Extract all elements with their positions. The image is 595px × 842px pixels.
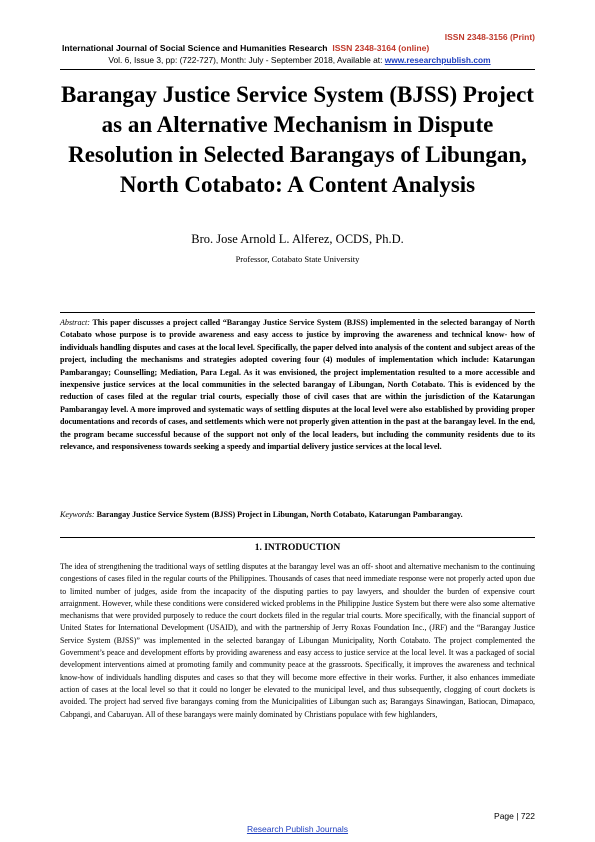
volume-info: Vol. 6, Issue 3, pp: (722-727), Month: July - September 2018, Available at:	[108, 55, 383, 65]
paper-title: Barangay Justice Service System (BJSS) Project as an Alternative Mechanism in Dispute Resolution in Selected Barangays of Libungan, North Cotabato: A Content Analysis	[61, 82, 534, 197]
header-divider	[60, 69, 535, 70]
volume-line	[62, 55, 537, 65]
website-link[interactable]: www.researchpublish.com	[384, 55, 491, 65]
section-heading: 1. INTRODUCTION	[254, 543, 341, 553]
abstract-label: Abstract:	[60, 318, 90, 327]
abstract	[60, 317, 535, 453]
author-name: Bro. Jose Arnold L. Alferez, OCDS, Ph.D.	[191, 232, 404, 246]
journal-name: International Journal of Social Science and Humanities Research	[62, 43, 328, 53]
abstract-text: This paper discusses a project called “Barangay Justice Service System (BJSS) implemented in the selected barangay of North Cotabato whose purpose is to provide awareness and easy access to justice by improving the awareness and technical know- how of individuals handling disputes and cases at the local level. Specifically, the paper delved into analysis of the content and subject areas of the project, including the mechanisms and strategies adopted covering four (4) modules of implementation which include: Katarungan Pambarangay; Counselling; Mediation, Para Legal. As it was envisioned, the project implementation resulted to a more accessible and inexpensive justice services at the local communities in the selected barangay of Libungan, North Cotabato. This is evidenced by the reduction of cases filed at the regular trial courts, especially those of civil cases that are within the jurisdiction of the Katarungan Pambarangay level. A more improved and systematic ways of settling disputes at the local level were also established by providing proper documentations and records of cases, and settlements which were not properly given attention in the past at the barangay level. In the end, the program became successful because of the support not only of the local leaders, but including the community residents due to its relevance, and responsiveness towards seeking a speedy and impartial delivery justice services at the local level.	[60, 318, 535, 452]
journal-header	[62, 43, 537, 53]
keywords	[60, 509, 535, 521]
issn-online: ISSN 2348-3164 (online)	[332, 43, 430, 53]
page-number: Page | 722	[494, 811, 535, 821]
issn-print: ISSN 2348-3156 (Print)	[444, 32, 535, 42]
keywords-label: Keywords:	[60, 510, 95, 519]
abstract-divider	[60, 312, 535, 313]
keywords-divider	[60, 537, 535, 538]
keywords-text: Barangay Justice Service System (BJSS) Project in Libungan, North Cotabato, Katarungan Pambarangay.	[96, 510, 463, 519]
publisher-link[interactable]: Research Publish Journals	[246, 824, 349, 834]
introduction-body: The idea of strengthening the traditional ways of settling disputes at the barangay level was an off- shoot and alternative mechanism to the continuing congestions of cases filed in the regular courts of the Philippines. Thousands of cases that need immediate response were not properly acted upon due to limited number of judges, aside from the incapacity of the disputing parties to pay lawyers, and shoulder the burden of expensive court arraignment. However, while these conditions were considered wicked problems in the Philippine Justice System but there were also some alternative mechanisms that were provided purposely to reduce the court dockets filed in the regular trial courts. More specifically, with the financial support of United States for International Development (USAID), and with the partnership of Jerry Roxas Foundation Inc., (JRF) and the “Barangay Justice Service System (BJSS)” was implemented in the selected barangay of Libungan Municipality, North Cotabato. The project complemented the Government’s peace and development efforts by providing awareness and easy access to justice service at the local level. It was a packaged of social development interventions aimed at promoting family and community peace at the grassroots. Specifically, it improves the awareness and technical know-how of individuals handling disputes and cases so that they will become more effective in their works. Further, it also enhances immediate action of cases at the local level so that it could no longer be elevated to the municipal level, and thus subsequently, clogging of court dockets is avoided. The project had served five barangays coming from the Municipalities of Libungan such as; Barangays Sinawingan, Batiocan, Dimapaco, Cabpangi, and Cabaruyan. All of these barangays were mainly dominated by Christians populace with few highlanders,	[60, 562, 535, 719]
author-affiliation: Professor, Cotabato State University	[235, 254, 360, 264]
